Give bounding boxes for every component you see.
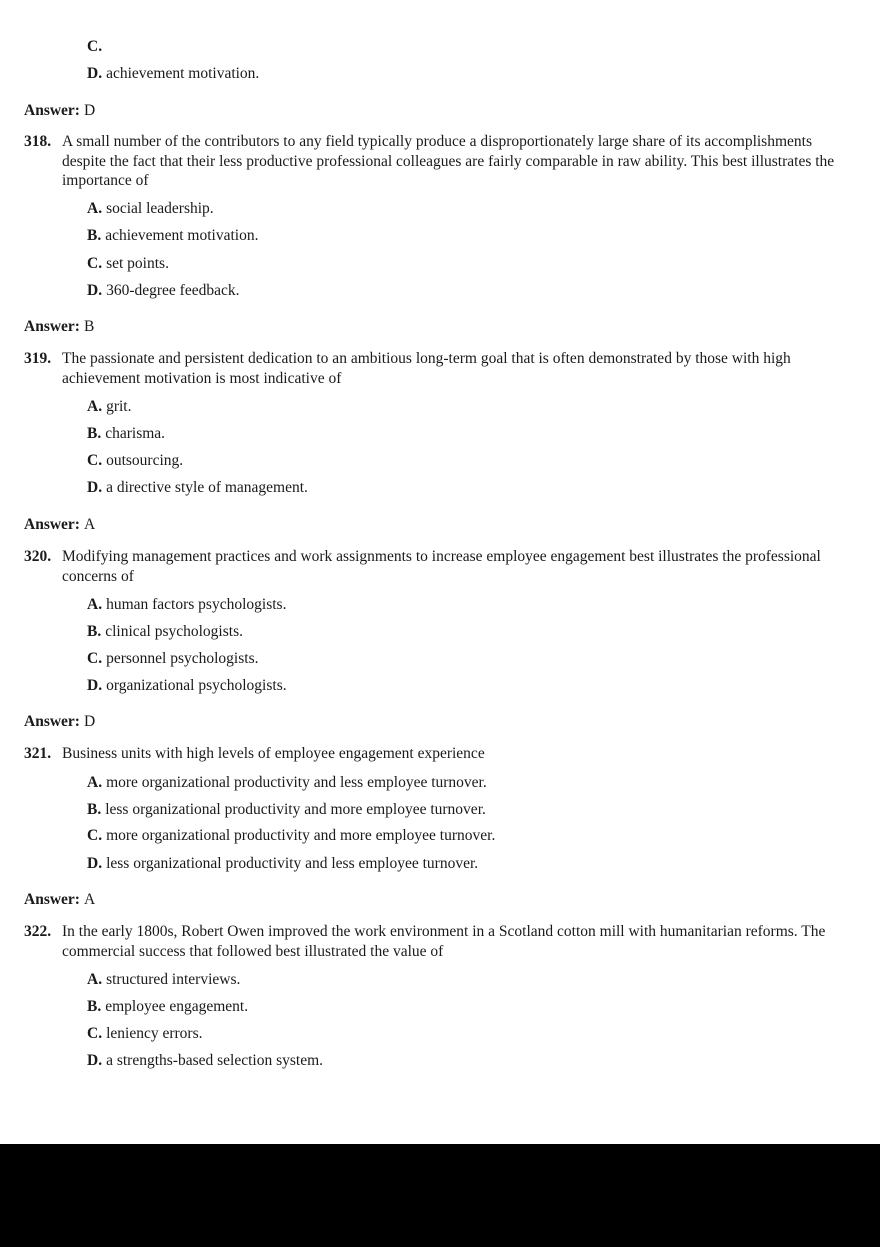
answer-label: Answer:	[24, 318, 80, 335]
option-b	[87, 623, 243, 641]
option-letter: D.	[87, 282, 103, 299]
option-letter: C.	[87, 650, 103, 667]
question-text: Business units with high levels of employee engagement experience	[62, 745, 485, 762]
question-number: 318.	[24, 133, 52, 150]
bottom-black-band	[0, 1144, 880, 1247]
option-text: clinical psychologists.	[105, 623, 243, 640]
option-b	[87, 227, 258, 245]
option-text: structured interviews.	[106, 971, 241, 988]
option-c	[87, 38, 106, 56]
answer-line	[24, 713, 95, 731]
option-letter: A.	[87, 200, 103, 217]
option-letter: B.	[87, 623, 102, 640]
option-letter: C.	[87, 38, 103, 55]
option-letter: B.	[87, 998, 102, 1015]
option-text: 360-degree feedback.	[106, 282, 240, 299]
question-number: 322.	[24, 923, 52, 940]
option-letter: D.	[87, 479, 103, 496]
question-text: The passionate and persistent dedication to an ambitious long-term goal that is often demonstrated by those with high achievement motivation is most indicative of	[62, 350, 791, 387]
option-b	[87, 998, 248, 1016]
option-d	[87, 282, 239, 300]
option-a	[87, 774, 487, 792]
question-321	[24, 744, 854, 764]
option-a	[87, 200, 214, 218]
option-text: achievement motivation.	[106, 65, 260, 82]
option-text: more organizational productivity and more employee turnover.	[106, 827, 496, 844]
option-b	[87, 425, 165, 443]
answer-value: D	[83, 713, 96, 730]
answer-value: A	[83, 516, 96, 533]
answer-value: D	[83, 102, 96, 119]
option-text: a strengths-based selection system.	[106, 1052, 324, 1069]
option-c	[87, 452, 183, 470]
option-text: employee engagement.	[105, 998, 249, 1015]
option-text: human factors psychologists.	[106, 596, 287, 613]
answer-label: Answer:	[24, 713, 80, 730]
option-d	[87, 65, 259, 83]
question-number: 319.	[24, 350, 52, 367]
option-text: set points.	[106, 255, 169, 272]
option-c	[87, 650, 258, 668]
question-text: In the early 1800s, Robert Owen improved the work environment in a Scotland cotton mill with humanitarian reforms. The commercial success that followed best illustrated the value of	[62, 923, 826, 960]
answer-line	[24, 318, 94, 336]
question-319	[24, 349, 854, 388]
option-c	[87, 255, 169, 273]
option-text: grit.	[106, 398, 132, 415]
option-text: social leadership.	[106, 200, 214, 217]
option-d	[87, 479, 308, 497]
option-text: more organizational productivity and less employee turnover.	[106, 774, 487, 791]
option-text: leniency errors.	[106, 1025, 203, 1042]
option-c	[87, 1025, 202, 1043]
option-letter: D.	[87, 1052, 103, 1069]
answer-line	[24, 102, 95, 120]
option-b	[87, 801, 486, 819]
option-d	[87, 1052, 323, 1070]
question-text: Modifying management practices and work assignments to increase employee engagement best illustrates the professional concerns of	[62, 548, 821, 585]
answer-label: Answer:	[24, 102, 80, 119]
option-letter: A.	[87, 971, 103, 988]
option-letter: B.	[87, 227, 102, 244]
question-number: 320.	[24, 548, 52, 565]
question-320	[24, 547, 854, 586]
question-318	[24, 132, 854, 191]
option-letter: D.	[87, 65, 103, 82]
option-text: organizational psychologists.	[106, 677, 287, 694]
option-letter: C.	[87, 452, 103, 469]
option-text: achievement motivation.	[105, 227, 259, 244]
option-letter: A.	[87, 596, 103, 613]
option-letter: D.	[87, 855, 103, 872]
question-322	[24, 922, 854, 961]
option-letter: C.	[87, 1025, 103, 1042]
answer-label: Answer:	[24, 891, 80, 908]
option-text: charisma.	[105, 425, 166, 442]
answer-value: B	[83, 318, 95, 335]
option-letter: B.	[87, 801, 102, 818]
answer-line	[24, 516, 95, 534]
question-number: 321.	[24, 745, 52, 762]
option-letter: B.	[87, 425, 102, 442]
option-letter: A.	[87, 774, 103, 791]
option-text: a directive style of management.	[106, 479, 308, 496]
option-a	[87, 398, 131, 416]
option-text: less organizational productivity and less employee turnover.	[106, 855, 479, 872]
answer-value: A	[83, 891, 96, 908]
answer-line	[24, 891, 95, 909]
option-letter: C.	[87, 827, 103, 844]
option-c	[87, 827, 495, 845]
option-letter: A.	[87, 398, 103, 415]
option-text: outsourcing.	[106, 452, 184, 469]
option-d	[87, 677, 287, 695]
option-a	[87, 596, 286, 614]
option-a	[87, 971, 240, 989]
answer-label: Answer:	[24, 516, 80, 533]
option-text: less organizational productivity and more employee turnover.	[105, 801, 486, 818]
option-text: personnel psychologists.	[106, 650, 259, 667]
question-text: A small number of the contributors to any field typically produce a disproportionately large share of its accomplishments despite the fact that their less productive professional colleagues are fairly comparable in raw ability. This best illustrates the importance of	[62, 133, 835, 189]
option-letter: D.	[87, 677, 103, 694]
option-d	[87, 855, 478, 873]
option-letter: C.	[87, 255, 103, 272]
